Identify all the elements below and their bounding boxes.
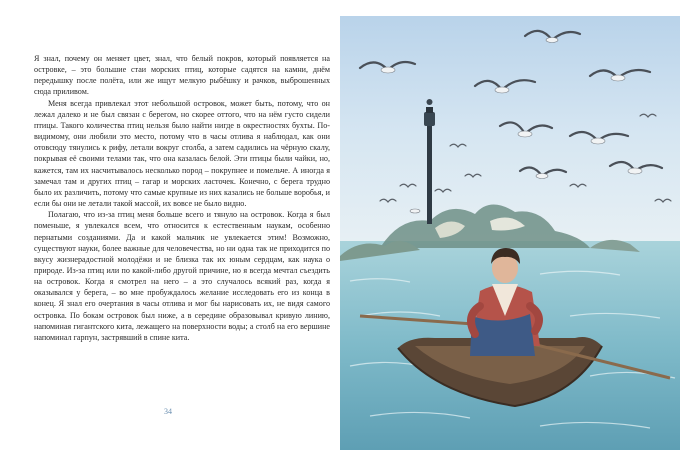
paragraph-3: Полагаю, что из-за птиц меня больше всего и тянуло на островок. Когда я был поменьше, я увлекался всем, что относится к естественным наукам, особенно пернатыми созданиями. Да и какой мальчик не увлекается этим! Возможно, существуют науки, более важные для человечества, но ни одна так не приходится по вкусу жизнерадостной молодёжи и не близка так их юным сердцам, как наука о природе. Из-за птиц или по какой-либо другой причине, но я всегда мечтал съездить на островок. Когда я смотрел на него – а это случалось всякий раз, когда я оказывался у берега, – во мне пробуждалось желание исследовать его из конца в конец. Я знал его очертания в часы отлива и мог бы нарисовать их, не видя самого островка. По бокам островок был ниже, а в середине образовывал кривую линию, напоминая гигантского кита, лежащего на поверхности воды; а столб на его вершине напоминал гарпун, застрявший в спине кита. bbox=[34, 210, 330, 342]
illustration bbox=[340, 16, 680, 450]
paragraph-2: Меня всегда привлекал этот небольшой островок, может быть, потому, что он лежал далеко и не был связан с берегом, но скорее оттого, что на нём густо сидели птицы. Такого количества птиц нельзя было найти нигде в окрестностях бухты. По-видимому, они любили это место, потому что в часы отлива я наблюдал, как они отовсюду тянулись к рифу, летали вокруг столба, а затем садились на чёрную скалу, покрывая её своими телами так, что она казалась белой. Эти птицы были чайки, но, кажется, там их насчитывалось несколько пород – покрупнее и помельче. А иногда я замечал там и других птиц – гагар и морских ласточек. Конечно, с берега трудно было их различить, потому что самые крупные из них казались не больше воробья, и если бы они не летали такой массой, их вовсе не было видно. bbox=[34, 98, 330, 209]
page-number: 34 bbox=[164, 407, 172, 416]
body-text bbox=[34, 53, 330, 343]
paragraph-1: Я знал, почему он меняет цвет, знал, что белый покров, который появляется на островке, – это большие стаи морских птиц, которые садятся на камни, днём передышку после полёта, или же ищут мелкую рыбёшку и рачков, выброшенных сюда приливом. bbox=[34, 54, 330, 97]
left-page bbox=[0, 0, 336, 466]
watercolor-illustration bbox=[340, 16, 680, 450]
